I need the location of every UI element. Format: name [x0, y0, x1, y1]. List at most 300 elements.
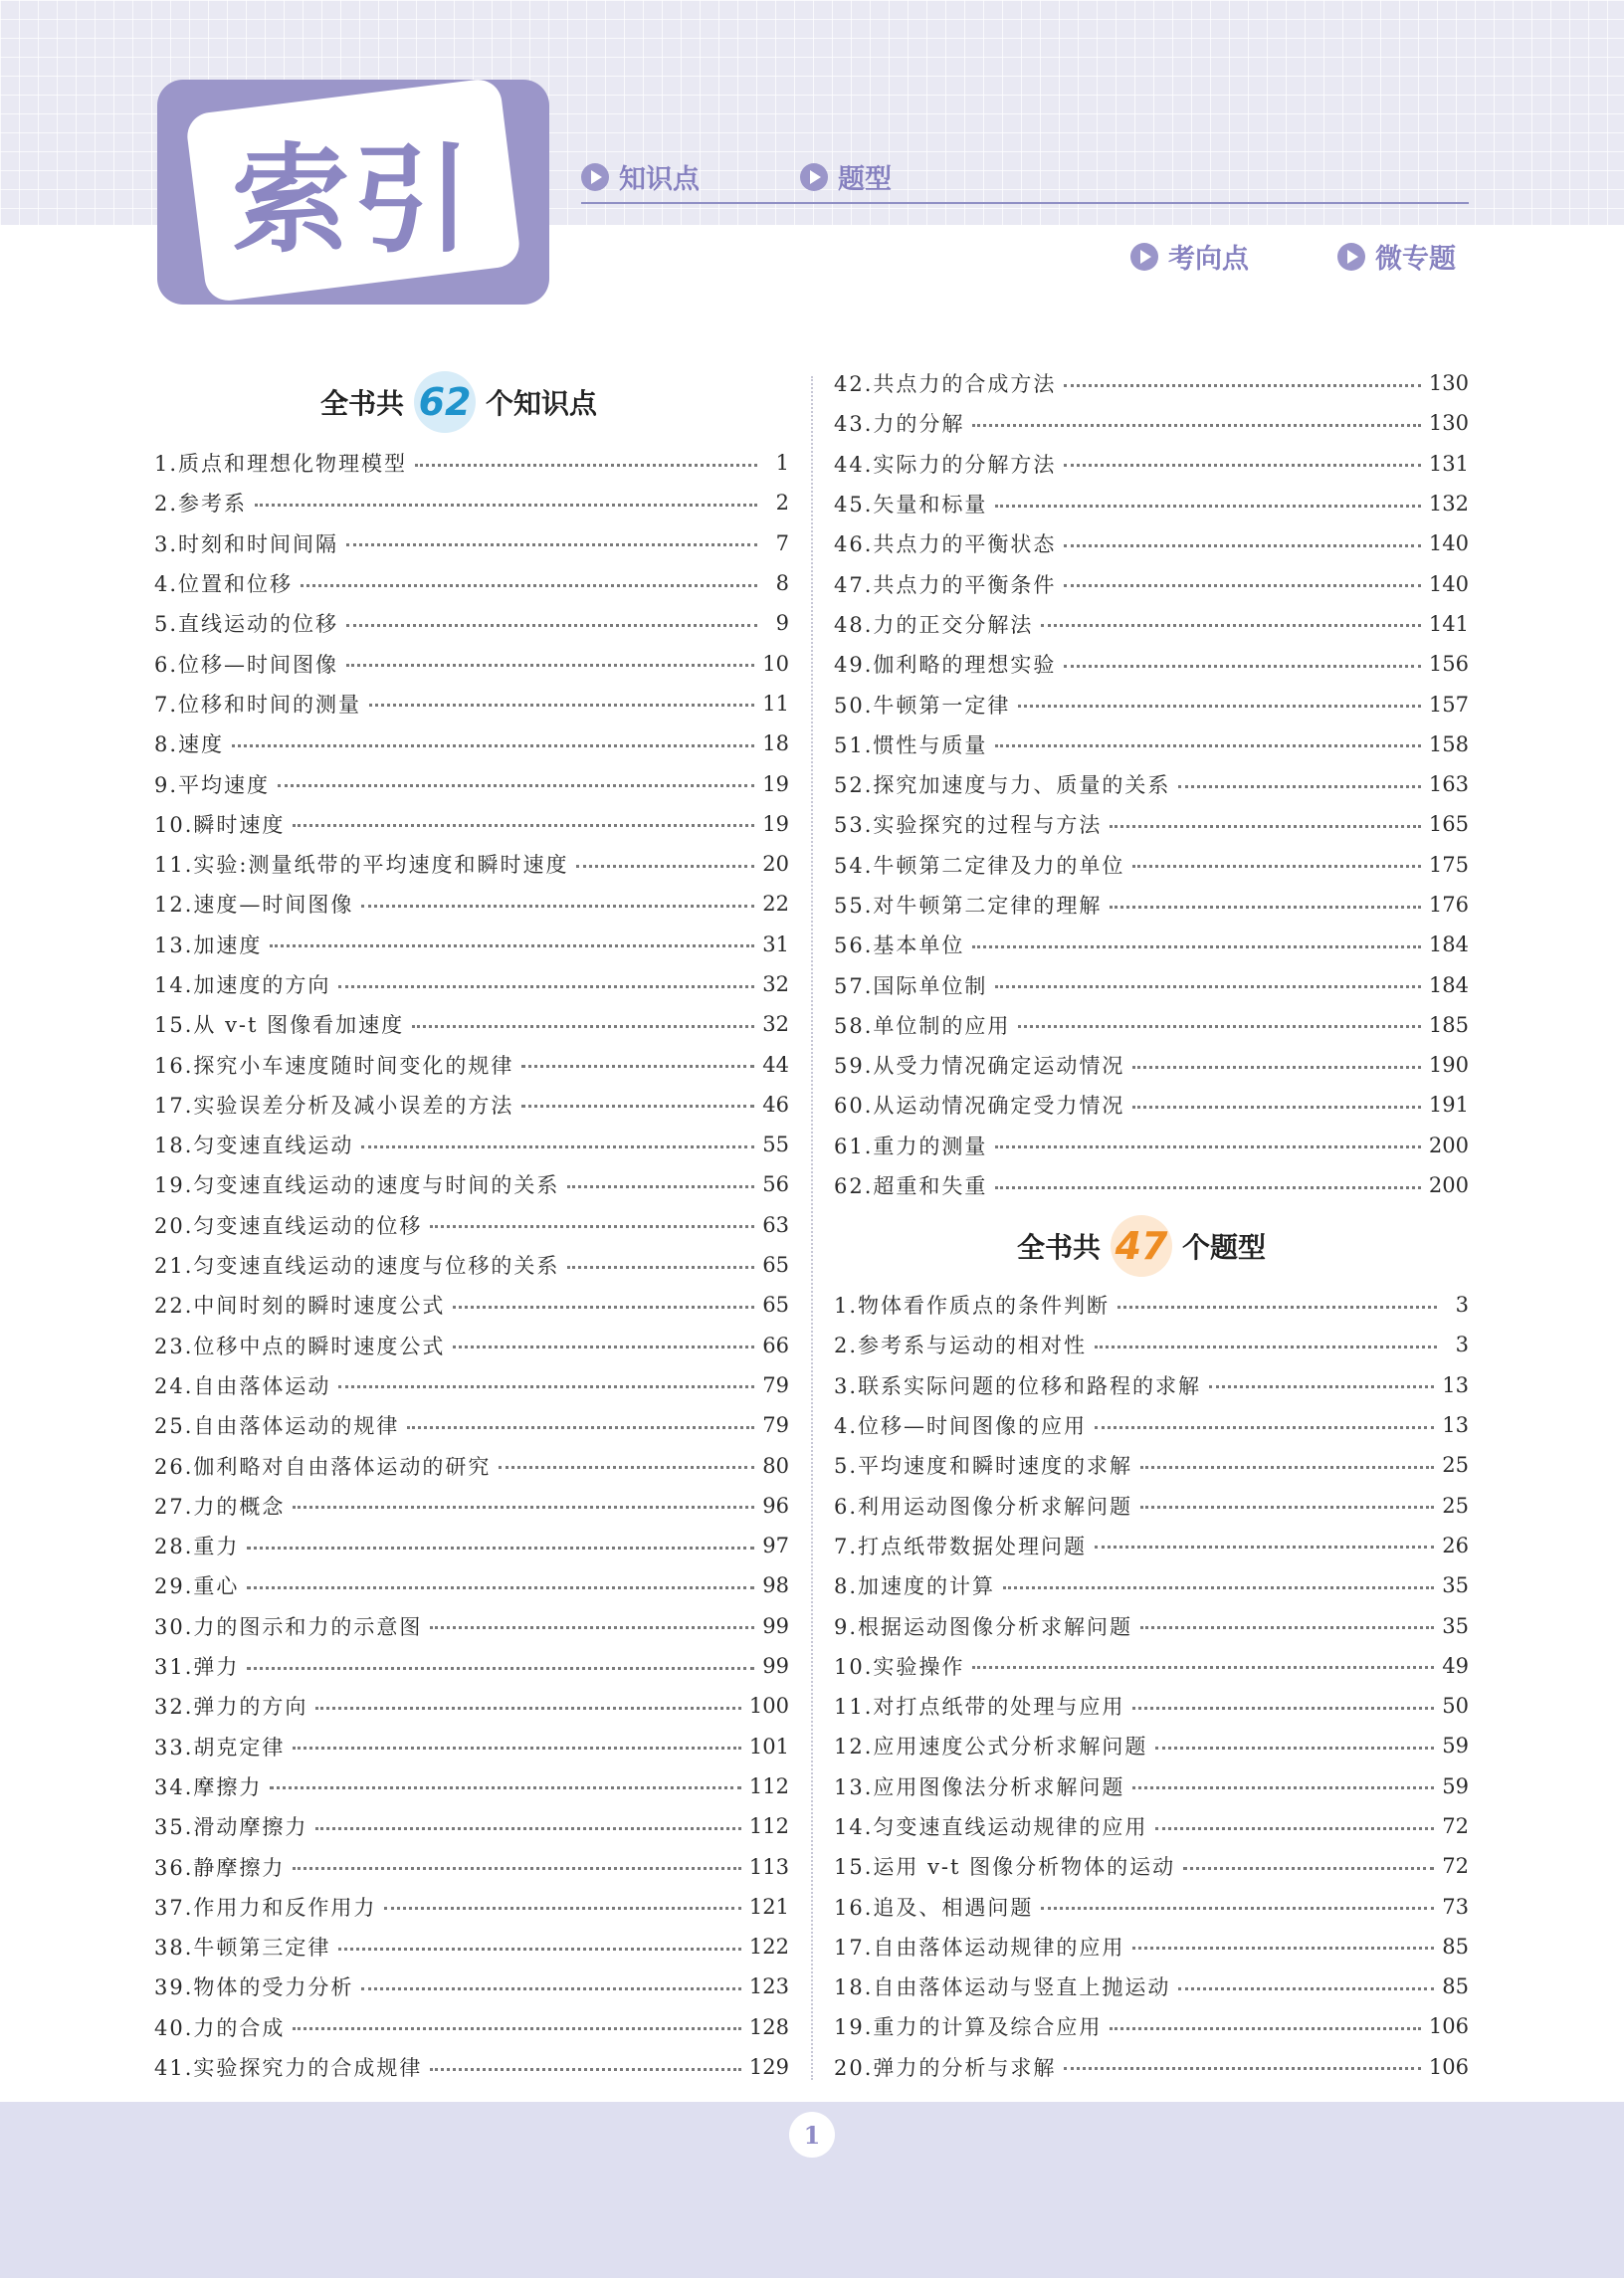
index-entry — [154, 1405, 789, 1445]
index-entry — [154, 1846, 789, 1886]
entry-page: 106 — [1428, 2054, 1469, 2079]
dot-leader — [361, 905, 754, 908]
dot-leader — [384, 1907, 741, 1910]
entry-label: 18.匀变速直线运动 — [154, 1134, 354, 1158]
heading-suffix: 个知识点 — [486, 387, 598, 420]
entry-label: 9.平均速度 — [154, 772, 271, 797]
entry-label: 52.探究加速度与力、质量的关系 — [834, 773, 1171, 798]
dot-leader — [1183, 1867, 1434, 1870]
dot-leader — [346, 664, 754, 667]
dot-leader — [338, 1385, 754, 1388]
entry-label: 13.加速度 — [154, 932, 263, 957]
entry-page: 7 — [775, 530, 789, 555]
entry-page: 19 — [762, 771, 789, 796]
index-entry — [834, 1365, 1469, 1405]
entry-page: 25 — [1442, 1453, 1469, 1478]
dot-leader — [1041, 624, 1421, 627]
index-entry — [154, 1205, 789, 1245]
index-entry — [154, 1326, 789, 1365]
entry-page: 50 — [1442, 1694, 1469, 1719]
dot-leader — [1110, 2027, 1421, 2030]
entry-label: 59.从受力情况确定运动情况 — [834, 1054, 1125, 1079]
entry-page: 140 — [1428, 531, 1469, 556]
entry-page: 100 — [748, 1694, 789, 1719]
entry-page: 46 — [762, 1092, 789, 1117]
entry-page: 99 — [762, 1613, 789, 1638]
dot-leader — [346, 543, 757, 546]
entry-page: 79 — [762, 1413, 789, 1438]
index-entry — [154, 1686, 789, 1726]
entry-label: 7.打点纸带数据处理问题 — [834, 1534, 1088, 1558]
dot-leader — [315, 1827, 741, 1830]
dot-leader — [430, 2068, 741, 2071]
index-entry — [154, 1526, 789, 1565]
index-entry — [834, 1686, 1469, 1726]
index-entry — [834, 1445, 1469, 1485]
entry-label: 4.位置和位移 — [154, 572, 294, 597]
index-entry — [154, 1125, 789, 1164]
entry-label: 16.探究小车速度随时间变化的规律 — [154, 1053, 514, 1078]
dot-leader — [1064, 544, 1421, 547]
index-entry — [834, 1325, 1469, 1364]
dot-leader — [415, 464, 757, 467]
entry-page: 32 — [762, 1012, 789, 1037]
index-entry — [154, 1486, 789, 1526]
entry-label: 48.力的正交分解法 — [834, 612, 1034, 637]
entry-page: 163 — [1428, 772, 1469, 797]
index-entry — [154, 684, 789, 724]
entry-label: 26.伽利略对自由落体运动的研究 — [154, 1454, 492, 1479]
dot-leader — [1110, 825, 1421, 828]
index-logo-card — [185, 77, 522, 303]
entry-page: 72 — [1442, 1854, 1469, 1879]
entry-page: 13 — [1442, 1372, 1469, 1397]
entry-page: 32 — [762, 972, 789, 996]
page-title: 索引 — [231, 131, 476, 270]
index-entry — [834, 2006, 1469, 2046]
entry-label: 19.重力的计算及综合应用 — [834, 2015, 1103, 2040]
entry-page: 2 — [775, 491, 789, 516]
entry-label: 31.弹力 — [154, 1655, 240, 1680]
dot-leader — [995, 1145, 1421, 1148]
page-number: 1 — [789, 2112, 835, 2158]
dot-leader — [361, 1987, 741, 1990]
entry-page: 158 — [1428, 731, 1469, 756]
entry-label: 17.自由落体运动规律的应用 — [834, 1935, 1125, 1960]
entry-label: 40.力的合成 — [154, 2015, 286, 2040]
index-entry — [154, 483, 789, 522]
dot-leader — [1132, 1106, 1421, 1109]
entry-page: 11 — [762, 691, 789, 716]
entry-page: 96 — [762, 1493, 789, 1518]
index-entry — [834, 1405, 1469, 1445]
dot-leader — [1140, 1626, 1434, 1629]
entry-label: 15.运用 v-t 图像分析物体的运动 — [834, 1855, 1176, 1880]
header-rule — [581, 202, 1469, 204]
index-entry — [154, 844, 789, 884]
index-entry — [834, 1967, 1469, 2006]
entry-label: 5.直线运动的位移 — [154, 612, 339, 637]
entry-page: 157 — [1428, 692, 1469, 717]
index-entry — [834, 363, 1469, 403]
entry-label: 14.匀变速直线运动规律的应用 — [834, 1815, 1148, 1839]
entry-label: 29.重心 — [154, 1574, 240, 1599]
index-entry — [834, 1085, 1469, 1125]
tag-label: 题型 — [838, 164, 892, 195]
dot-leader — [1155, 1827, 1434, 1830]
dot-leader — [232, 744, 754, 747]
entry-page: 22 — [762, 892, 789, 917]
index-entry — [154, 523, 789, 563]
index-entry — [154, 443, 789, 483]
entry-label: 20.弹力的分析与求解 — [834, 2055, 1057, 2080]
dot-leader — [1140, 1466, 1434, 1469]
entry-label: 60.从运动情况确定受力情况 — [834, 1094, 1125, 1119]
dot-leader — [430, 1626, 754, 1629]
entry-label: 22.中间时刻的瞬时速度公式 — [154, 1294, 446, 1319]
dot-leader — [301, 584, 757, 587]
dot-leader — [1132, 865, 1421, 868]
entry-label: 41.实验探究力的合成规律 — [154, 2056, 423, 2081]
dot-leader — [346, 624, 757, 627]
entry-page: 97 — [762, 1534, 789, 1558]
entry-page: 112 — [748, 1814, 789, 1839]
entry-page: 131 — [1428, 451, 1469, 476]
index-entry — [834, 764, 1469, 804]
index-entry — [154, 563, 789, 603]
play-arrow-icon — [1130, 243, 1158, 271]
tag-label: 考向点 — [1168, 244, 1249, 275]
entry-label: 35.滑动摩擦力 — [154, 1815, 308, 1840]
play-arrow-icon — [581, 163, 609, 191]
entry-page: 63 — [762, 1212, 789, 1237]
dot-leader — [1132, 1707, 1434, 1710]
index-entry — [154, 1927, 789, 1967]
tag-micro-topics — [1337, 237, 1456, 276]
dot-leader — [521, 1105, 754, 1108]
entry-label: 21.匀变速直线运动的速度与位移的关系 — [154, 1254, 560, 1279]
dot-leader — [1018, 705, 1421, 708]
index-entry — [154, 1085, 789, 1125]
entry-label: 9.根据运动图像分析求解问题 — [834, 1614, 1133, 1639]
entry-label: 12.应用速度公式分析求解问题 — [834, 1735, 1148, 1760]
dot-leader — [1178, 1987, 1434, 1990]
index-entry — [154, 1365, 789, 1405]
dot-leader — [995, 1186, 1421, 1189]
dot-leader — [1117, 1306, 1437, 1309]
entry-page: 65 — [762, 1293, 789, 1318]
dot-leader — [453, 1306, 754, 1309]
index-entry — [834, 1485, 1469, 1525]
index-entry — [154, 763, 789, 803]
entry-page: 25 — [1442, 1493, 1469, 1518]
index-entry — [834, 644, 1469, 684]
entry-label: 23.位移中点的瞬时速度公式 — [154, 1334, 446, 1358]
index-entry — [834, 1646, 1469, 1686]
dot-leader — [247, 1667, 754, 1670]
index-entry — [154, 1245, 789, 1285]
entry-label: 47.共点力的平衡条件 — [834, 572, 1057, 597]
dot-leader — [995, 744, 1421, 747]
entry-label: 8.速度 — [154, 732, 225, 757]
dot-leader — [1095, 1346, 1437, 1348]
index-entry — [834, 1526, 1469, 1565]
entry-label: 20.匀变速直线运动的位移 — [154, 1213, 423, 1238]
index-entry — [154, 724, 789, 763]
dot-leader — [1209, 1385, 1434, 1388]
tag-label: 知识点 — [619, 164, 700, 195]
index-entry — [154, 603, 789, 643]
index-entry — [834, 604, 1469, 644]
entry-label: 1.物体看作质点的条件判断 — [834, 1294, 1111, 1319]
index-entry — [154, 1445, 789, 1485]
knowledge-list-left — [154, 443, 789, 2087]
index-entry — [834, 1726, 1469, 1765]
entry-page: 113 — [748, 1854, 789, 1879]
index-entry — [834, 1285, 1469, 1325]
entry-page: 31 — [762, 932, 789, 956]
entry-label: 54.牛顿第二定律及力的单位 — [834, 853, 1125, 878]
entry-label: 27.力的概念 — [154, 1494, 286, 1519]
dot-leader — [1095, 1546, 1434, 1549]
entry-label: 56.基本单位 — [834, 933, 965, 958]
dot-leader — [338, 985, 754, 988]
dot-leader — [1064, 584, 1421, 587]
entry-page: 65 — [762, 1253, 789, 1278]
dot-leader — [1064, 384, 1421, 387]
entry-page: 59 — [1442, 1773, 1469, 1798]
entry-label: 18.自由落体运动与竖直上抛运动 — [834, 1975, 1171, 2000]
dot-leader — [255, 504, 757, 507]
question-types-list — [834, 1285, 1469, 2087]
entry-page: 191 — [1428, 1093, 1469, 1118]
entry-label: 4.位移—时间图像的应用 — [834, 1414, 1088, 1439]
index-entry — [834, 1846, 1469, 1886]
index-entry — [834, 964, 1469, 1004]
dot-leader — [567, 1266, 754, 1269]
dot-leader — [1155, 1747, 1434, 1750]
entry-label: 43.力的分解 — [834, 412, 965, 437]
index-entry — [154, 964, 789, 1004]
entry-page: 85 — [1442, 1974, 1469, 1999]
entry-label: 13.应用图像法分析求解问题 — [834, 1774, 1125, 1799]
dot-leader — [1132, 1066, 1421, 1069]
entry-page: 112 — [748, 1773, 789, 1798]
entry-label: 2.参考系 — [154, 492, 248, 517]
entry-page: 106 — [1428, 2014, 1469, 2039]
entry-page: 175 — [1428, 852, 1469, 877]
index-entry — [834, 885, 1469, 925]
index-entry — [154, 1565, 789, 1605]
index-entry — [834, 523, 1469, 563]
index-entry — [154, 804, 789, 844]
entry-page: 130 — [1428, 411, 1469, 436]
entry-page: 79 — [762, 1372, 789, 1397]
entry-page: 184 — [1428, 972, 1469, 997]
entry-page: 184 — [1428, 932, 1469, 957]
entry-page: 123 — [748, 1974, 789, 1999]
dot-leader — [293, 1867, 741, 1870]
entry-page: 141 — [1428, 611, 1469, 636]
dot-leader — [338, 1948, 741, 1951]
entry-label: 19.匀变速直线运动的速度与时间的关系 — [154, 1173, 560, 1198]
entry-page: 200 — [1428, 1173, 1469, 1198]
index-entry — [154, 1606, 789, 1646]
dot-leader — [1110, 906, 1421, 909]
dot-leader — [995, 985, 1421, 988]
dot-leader — [247, 1586, 754, 1589]
entry-page: 44 — [762, 1052, 789, 1077]
tag-question-types — [800, 157, 892, 196]
entry-label: 15.从 v-t 图像看加速度 — [154, 1013, 405, 1038]
entry-page: 8 — [775, 571, 789, 596]
entry-label: 17.实验误差分析及减小误差的方法 — [154, 1093, 514, 1118]
index-entry — [154, 1646, 789, 1686]
entry-label: 2.参考系与运动的相对性 — [834, 1334, 1088, 1358]
dot-leader — [972, 1666, 1434, 1669]
index-entry — [154, 1887, 789, 1927]
index-entry — [834, 2047, 1469, 2087]
index-entry — [834, 444, 1469, 484]
entry-page: 122 — [748, 1935, 789, 1960]
index-entry — [834, 1927, 1469, 1967]
dot-leader — [521, 1065, 754, 1068]
dot-leader — [576, 865, 754, 868]
tag-knowledge-points — [581, 157, 700, 196]
dot-leader — [499, 1466, 754, 1469]
entry-page: 18 — [762, 731, 789, 756]
dot-leader — [270, 1786, 741, 1789]
index-entry — [154, 1164, 789, 1204]
entry-label: 12.速度—时间图像 — [154, 893, 354, 918]
play-arrow-icon — [1337, 243, 1365, 271]
entry-label: 28.重力 — [154, 1535, 240, 1559]
index-entry — [154, 2007, 789, 2047]
index-entry — [834, 1165, 1469, 1205]
entry-page: 99 — [762, 1654, 789, 1679]
index-entry — [834, 1886, 1469, 1926]
index-entry — [154, 643, 789, 683]
knowledge-count-badge: 62 — [414, 371, 476, 433]
entry-label: 61.重力的测量 — [834, 1134, 988, 1158]
entry-label: 1.质点和理想化物理模型 — [154, 452, 408, 477]
entry-label: 11.对打点纸带的处理与应用 — [834, 1695, 1125, 1720]
entry-page: 49 — [1442, 1653, 1469, 1678]
knowledge-list-right — [834, 363, 1469, 1205]
entry-page: 200 — [1428, 1133, 1469, 1157]
knowledge-heading — [320, 371, 597, 433]
entry-label: 34.摩擦力 — [154, 1774, 263, 1799]
entry-page: 73 — [1442, 1894, 1469, 1919]
index-entry — [154, 1967, 789, 2006]
dot-leader — [972, 424, 1421, 427]
heading-suffix: 个题型 — [1182, 1231, 1267, 1264]
entry-page: 13 — [1442, 1413, 1469, 1438]
entry-page: 165 — [1428, 812, 1469, 837]
entry-page: 85 — [1442, 1934, 1469, 1959]
dot-leader — [361, 1145, 754, 1148]
entry-label: 3.联系实际问题的位移和路程的求解 — [834, 1373, 1202, 1398]
entry-label: 30.力的图示和力的示意图 — [154, 1614, 423, 1639]
dot-leader — [1018, 1025, 1421, 1028]
dot-leader — [369, 704, 754, 707]
entry-page: 129 — [748, 2055, 789, 2080]
dot-leader — [293, 2027, 741, 2030]
entry-label: 32.弹力的方向 — [154, 1695, 308, 1720]
entry-label: 25.自由落体运动的规律 — [154, 1414, 400, 1439]
dot-leader — [270, 944, 754, 947]
entry-label: 14.加速度的方向 — [154, 973, 331, 997]
index-entry — [834, 1766, 1469, 1806]
dot-leader — [567, 1185, 754, 1188]
entry-page: 132 — [1428, 492, 1469, 517]
dot-leader — [453, 1346, 754, 1348]
dot-leader — [1041, 1907, 1434, 1910]
dot-leader — [972, 945, 1421, 948]
dot-leader — [1095, 1426, 1434, 1429]
entry-label: 55.对牛顿第二定律的理解 — [834, 894, 1103, 918]
dot-leader — [995, 505, 1421, 508]
dot-leader — [1132, 1786, 1434, 1789]
entry-page: 130 — [1428, 371, 1469, 396]
heading-prefix: 全书共 — [320, 387, 405, 420]
index-entry — [834, 403, 1469, 443]
dot-leader — [247, 1547, 754, 1550]
entry-label: 45.矢量和标量 — [834, 493, 988, 518]
dot-leader — [1064, 2067, 1421, 2070]
entry-label: 46.共点力的平衡状态 — [834, 532, 1057, 557]
dot-leader — [315, 1707, 741, 1710]
entry-page: 35 — [1442, 1573, 1469, 1598]
dot-leader — [278, 784, 754, 787]
heading-prefix: 全书共 — [1017, 1231, 1102, 1264]
entry-label: 10.瞬时速度 — [154, 812, 286, 837]
dot-leader — [412, 1025, 754, 1028]
entry-label: 3.时刻和时间间隔 — [154, 531, 339, 556]
index-entry — [834, 925, 1469, 964]
tag-exam-points — [1130, 237, 1249, 276]
entry-label: 58.单位制的应用 — [834, 1013, 1011, 1038]
entry-label: 62.超重和失重 — [834, 1174, 988, 1199]
entry-page: 55 — [762, 1133, 789, 1157]
entry-page: 56 — [762, 1172, 789, 1197]
entry-page: 176 — [1428, 893, 1469, 917]
entry-page: 128 — [748, 2014, 789, 2039]
entry-page: 156 — [1428, 652, 1469, 677]
entry-page: 66 — [762, 1333, 789, 1357]
entry-label: 24.自由落体运动 — [154, 1373, 331, 1398]
entry-label: 42.共点力的合成方法 — [834, 372, 1057, 397]
entry-label: 44.实际力的分解方法 — [834, 452, 1057, 477]
entry-label: 53.实验探究的过程与方法 — [834, 813, 1103, 838]
entry-page: 3 — [1455, 1333, 1469, 1357]
entry-label: 36.静摩擦力 — [154, 1855, 286, 1880]
index-entry — [834, 1565, 1469, 1605]
entry-page: 59 — [1442, 1734, 1469, 1759]
index-entry — [154, 1285, 789, 1325]
entry-page: 19 — [762, 811, 789, 836]
dot-leader — [1003, 1586, 1434, 1589]
index-entry — [834, 484, 1469, 523]
entry-page: 72 — [1442, 1814, 1469, 1838]
entry-label: 8.加速度的计算 — [834, 1574, 996, 1599]
entry-label: 38.牛顿第三定律 — [154, 1936, 331, 1961]
entry-page: 35 — [1442, 1613, 1469, 1638]
entry-label: 16.追及、相遇问题 — [834, 1895, 1034, 1920]
entry-label: 33.胡克定律 — [154, 1735, 286, 1760]
dot-leader — [293, 824, 754, 827]
entry-page: 140 — [1428, 571, 1469, 596]
